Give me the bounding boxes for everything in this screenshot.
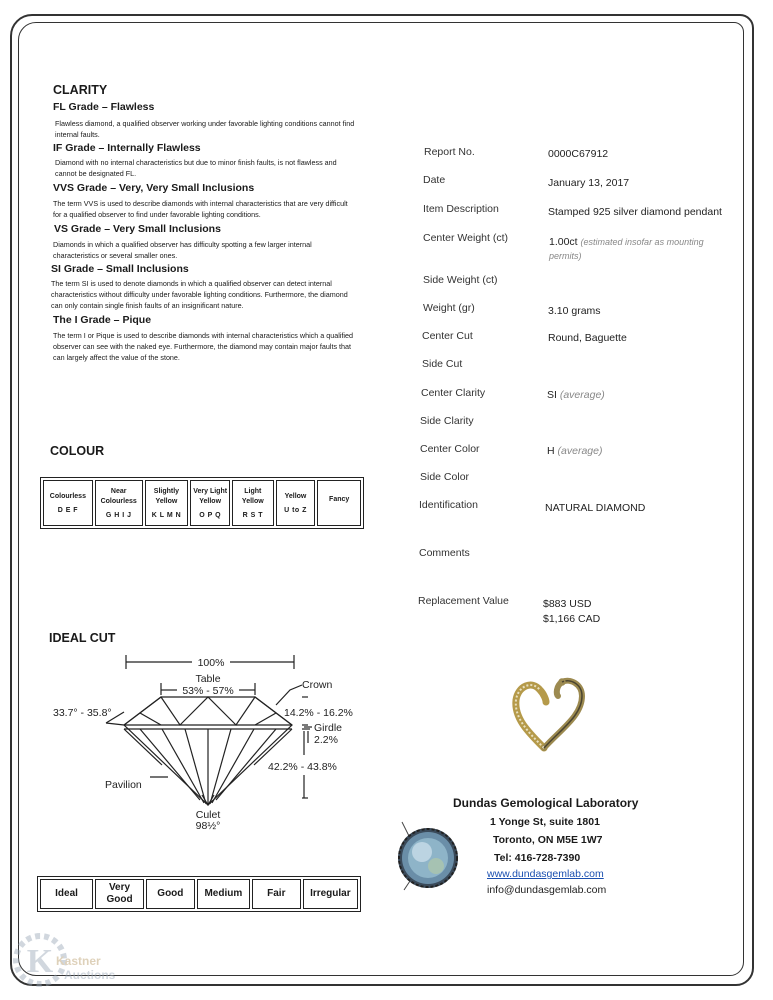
replacement-value-usd: $883 USD xyxy=(543,598,592,610)
colour-cell-slightly-yellow xyxy=(145,480,189,526)
date-label: Date xyxy=(423,174,446,186)
cut-grade-fair: Fair xyxy=(252,879,301,909)
watermark-text-2: Auctions xyxy=(64,968,116,982)
center-weight-label: Center Weight (ct) xyxy=(423,232,508,244)
center-clarity-value xyxy=(547,389,605,401)
colour-codes: K L M N xyxy=(151,512,182,519)
side-clarity-label: Side Clarity xyxy=(420,415,474,427)
colour-name: Near Colourless xyxy=(100,488,137,505)
girdle-label: Girdle xyxy=(314,722,343,734)
clarity-grade-vs: VS Grade – Very Small Inclusions xyxy=(54,223,221,235)
culet-label: Culet xyxy=(195,809,221,821)
center-clarity-label: Center Clarity xyxy=(421,387,486,399)
cut-grade-very-good: Very Good xyxy=(95,879,144,909)
center-weight-note: (estimated insofar as mounting permits) xyxy=(549,237,704,261)
colour-codes: R S T xyxy=(242,512,263,519)
colour-cell-very-light-yellow xyxy=(190,480,230,526)
cut-grade-irregular: Irregular xyxy=(303,879,358,909)
weight-gr-label: Weight (gr) xyxy=(423,302,475,314)
item-description-label: Item Description xyxy=(423,203,499,215)
colour-cell-yellow xyxy=(276,480,316,526)
girdle-pct-label: 2.2% xyxy=(314,734,338,746)
center-weight-number: 1.00ct xyxy=(549,236,578,248)
center-color-note: (average) xyxy=(557,445,603,457)
side-color-label: Side Color xyxy=(420,471,470,483)
auction-watermark xyxy=(10,926,120,996)
colour-codes: D E F xyxy=(57,507,79,515)
lab-name: Dundas Gemological Laboratory xyxy=(453,796,639,810)
colour-name: Very Light Yellow xyxy=(193,488,228,505)
colour-name: Yellow xyxy=(284,492,307,500)
identification-value: NATURAL DIAMOND xyxy=(545,502,646,514)
center-clarity-note: (average) xyxy=(559,389,605,401)
security-hologram-seal xyxy=(390,818,462,898)
clarity-title: CLARITY xyxy=(53,83,108,97)
colour-cell-colourless xyxy=(43,480,93,526)
clarity-grade-i: The I Grade – Pique xyxy=(53,314,152,326)
colour-name: Fancy xyxy=(329,496,350,504)
replacement-value-cad: $1,166 CAD xyxy=(543,613,601,625)
clarity-desc-fl: Flawless diamond, a qualified observer working under favorable lighting conditions cannot find internal faults. xyxy=(55,119,355,139)
total-width-label: 100% xyxy=(197,657,225,669)
identification-label: Identification xyxy=(419,499,478,511)
replacement-value-label: Replacement Value xyxy=(418,595,509,607)
clarity-desc-vvs: The term VVS is used to describe diamonds with internal characteristics that are very difficult for a qualified observer to find under favorable lighting conditions. xyxy=(53,199,348,219)
center-cut-value: Round, Baguette xyxy=(548,332,627,344)
side-cut-label: Side Cut xyxy=(422,358,463,370)
pavilion-label: Pavilion xyxy=(105,779,142,791)
clarity-desc-if: Diamond with no internal characteristics but due to minor finish faults, is not flawless and cannot be designated FL. xyxy=(55,158,337,178)
colour-name: Colourless xyxy=(49,492,86,500)
cut-grade-good: Good xyxy=(146,879,195,909)
replacement-value xyxy=(543,597,600,627)
lab-website-link[interactable]: www.dundasgemlab.com xyxy=(487,868,604,880)
colour-cell-light-yellow xyxy=(232,480,274,526)
clarity-desc-i: The term I or Pique is used to describe diamonds with internal characteristics which a qualified observer can see with the naked eye. Furthermore, the diamond may contain major faults that can largely affect the value of the stone. xyxy=(53,331,354,362)
watermark-text-1: Kastner xyxy=(56,954,101,968)
lab-address-2: Toronto, ON M5E 1W7 xyxy=(493,834,603,846)
comments-label: Comments xyxy=(419,547,470,559)
heart-pendant-image xyxy=(508,672,590,754)
cut-grade-ideal: Ideal xyxy=(40,879,93,909)
diamond-proportion-diagram xyxy=(40,645,370,835)
side-weight-label: Side Weight (ct) xyxy=(423,274,498,286)
weight-gr-value: 3.10 grams xyxy=(548,305,601,317)
report-no-label: Report No. xyxy=(424,146,475,158)
cut-grade-table xyxy=(37,876,361,912)
center-cut-label: Center Cut xyxy=(422,330,473,342)
colour-codes: G H I J xyxy=(105,512,132,519)
clarity-grade-if: IF Grade – Internally Flawless xyxy=(53,142,201,154)
clarity-grade-vvs: VVS Grade – Very, Very Small Inclusions xyxy=(53,182,255,194)
ideal-cut-title: IDEAL CUT xyxy=(49,631,116,645)
cut-grade-medium: Medium xyxy=(197,879,250,909)
clarity-desc-vs: Diamonds in which a qualified observer has difficulty spotting a few larger internal characteristics or several smaller ones. xyxy=(53,240,312,260)
culet-value-label: 98½° xyxy=(195,820,221,832)
center-weight-value xyxy=(549,235,709,263)
colour-codes: O P Q xyxy=(199,512,222,519)
colour-scale-table xyxy=(40,477,364,529)
crown-height-label: 14.2% - 16.2% xyxy=(284,707,353,719)
center-color-grade: H xyxy=(547,445,555,457)
center-clarity-grade: SI xyxy=(547,389,557,401)
clarity-desc-si: The term SI is used to denote diamonds in which a qualified observer can detect internal characteristics without difficulty under favorable lighting conditions. Furthermore, the diamond can only contain single finish faults of an insignificant nature. xyxy=(51,279,348,310)
lab-phone: Tel: 416-728-7390 xyxy=(494,852,581,864)
center-color-label: Center Color xyxy=(420,443,480,455)
table-label: Table xyxy=(195,673,221,685)
colour-codes: U to Z xyxy=(284,507,307,515)
colour-cell-fancy xyxy=(317,480,361,526)
item-description-value: Stamped 925 silver diamond pendant xyxy=(548,206,722,218)
pavilion-depth-label: 42.2% - 43.8% xyxy=(268,761,337,773)
clarity-grade-fl: FL Grade – Flawless xyxy=(53,101,155,113)
colour-cell-near-colourless xyxy=(95,480,143,526)
date-value: January 13, 2017 xyxy=(548,177,630,189)
center-color-value xyxy=(547,445,602,457)
svg-text:K: K xyxy=(26,943,54,980)
colour-name: Light Yellow xyxy=(241,488,264,505)
table-range-label: 53% - 57% xyxy=(182,685,234,697)
crown-label: Crown xyxy=(302,679,333,691)
clarity-grade-si: SI Grade – Small Inclusions xyxy=(51,263,189,275)
crown-angle-label: 33.7° - 35.8° xyxy=(53,707,112,719)
report-no-value: 0000C67912 xyxy=(548,148,609,160)
colour-name: Slightly Yellow xyxy=(153,488,180,505)
lab-address-1: 1 Yonge St, suite 1801 xyxy=(490,816,600,828)
colour-title: COLOUR xyxy=(50,444,105,458)
lab-email: info@dundasgemlab.com xyxy=(487,884,607,896)
